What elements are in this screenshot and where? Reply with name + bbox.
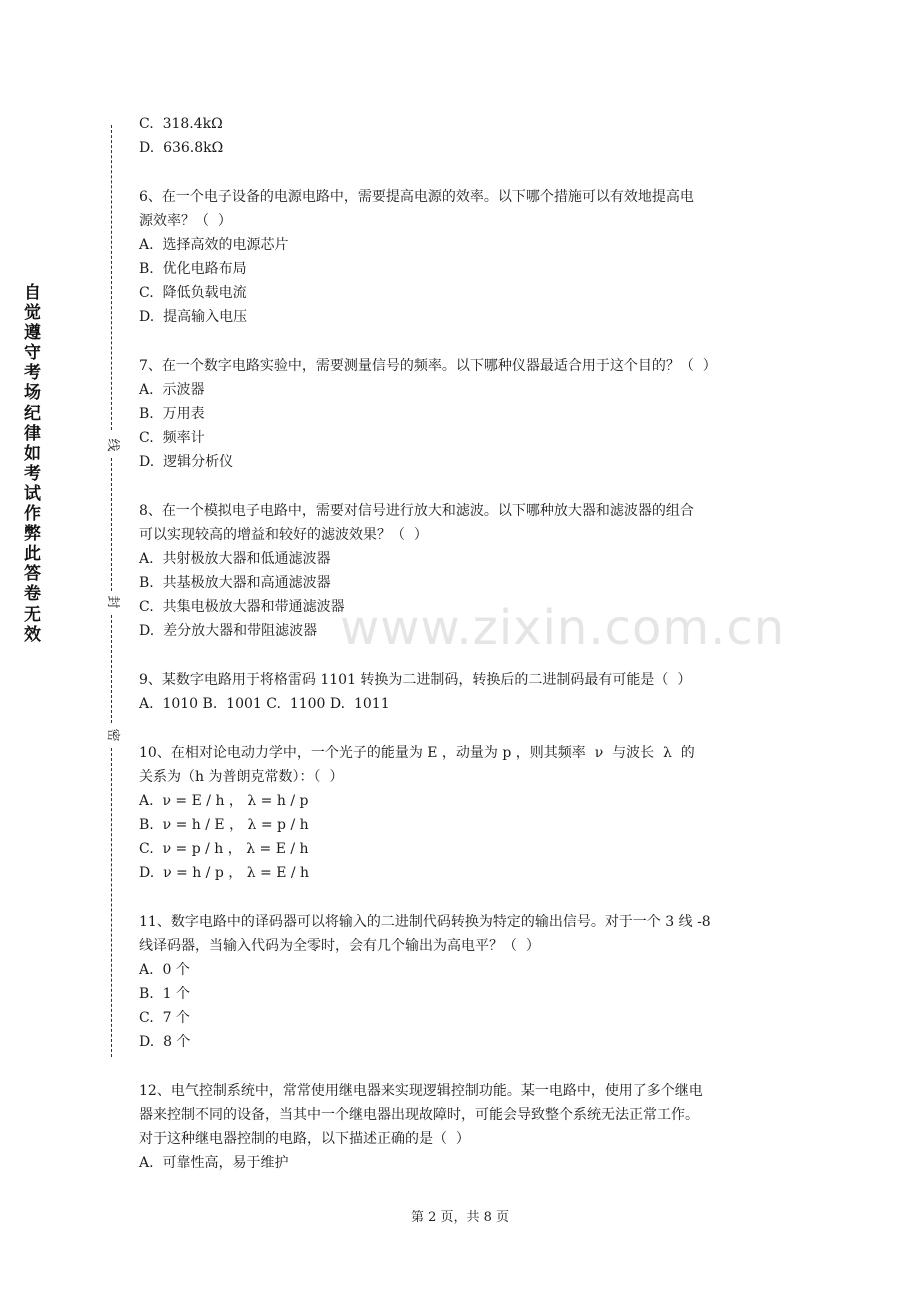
answer-option: C. 7 个 xyxy=(139,1010,190,1026)
answer-option: C. 频率计 xyxy=(139,430,205,446)
question-stem: 10、在相对论电动力学中，一个光子的能量为 E ，动量为 p ，则其频率 ν 与波长 λ 的 xyxy=(139,745,695,761)
answer-option: C. 降低负载电流 xyxy=(139,285,247,301)
answer-option: D. 提高输入电压 xyxy=(139,309,248,325)
question-stem: 7、在一个数字电路实验中，需要测量信号的频率。以下哪种仪器最适合用于这个目的？（ ） xyxy=(139,358,717,374)
answer-option: A. 0 个 xyxy=(139,962,190,978)
binding-dash xyxy=(111,615,112,723)
question-block xyxy=(139,112,794,160)
question-stem: 9、某数字电路用于将格雷码 1101 转换为二进制码，转换后的二进制码最有可能是（ ） xyxy=(139,672,692,688)
answer-option: B. ν = h / E ， λ = p / h xyxy=(139,817,309,833)
question-block xyxy=(139,185,794,329)
question-stem: 关系为（h 为普朗克常数）：（ ） xyxy=(139,769,344,785)
binding-dash xyxy=(111,125,112,430)
question-block xyxy=(139,1079,794,1175)
question-block xyxy=(139,668,794,716)
answer-option: C. 318.4kΩ xyxy=(139,116,223,132)
watermark: www.zixin.com.cn xyxy=(340,600,786,656)
answer-option: D. 差分放大器和带阻滤波器 xyxy=(139,623,318,639)
question-stem: 可以实现较高的增益和较好的滤波效果？（ ） xyxy=(139,527,428,543)
answer-option: D. 逻辑分析仪 xyxy=(139,454,234,470)
answer-option: B. 万用表 xyxy=(139,406,205,422)
answer-option: A. 共射极放大器和低通滤波器 xyxy=(139,551,331,567)
answer-option: D. ν = h / p ， λ = E / h xyxy=(139,865,310,881)
answer-option: C. ν = p / h ， λ = E / h xyxy=(139,841,309,857)
question-block xyxy=(139,741,794,885)
question-stem: 12、电气控制系统中，常常使用继电器来实现逻辑控制功能。某一电路中，使用了多个继电 xyxy=(139,1083,703,1099)
answer-option: D. 636.8kΩ xyxy=(139,140,224,156)
question-stem: 11、数字电路中的译码器可以将输入的二进制代码转换为特定的输出信号。对于一个 3 线 -8 xyxy=(139,914,711,930)
answer-option: D. 8 个 xyxy=(139,1034,191,1050)
binding-dash xyxy=(111,748,112,1057)
answer-option: B. 共基极放大器和高通滤波器 xyxy=(139,575,331,591)
question-block xyxy=(139,354,794,474)
answer-option: A. 选择高效的电源芯片 xyxy=(139,237,289,253)
question-stem: 8、在一个模拟电子电路中，需要对信号进行放大和滤波。以下哪种放大器和滤波器的组合 xyxy=(139,503,694,519)
exam-discipline-notice: 自觉遵守考场纪律如考试作弊此答卷无效 xyxy=(24,283,41,645)
binding-label-mi: 密 xyxy=(105,728,120,742)
question-block xyxy=(139,910,794,1054)
binding-label-feng: 封 xyxy=(105,595,120,609)
answer-option: A. ν = E / h ， λ = h / p xyxy=(139,793,309,809)
binding-line xyxy=(105,125,120,1057)
page-footer: 第 2 页，共 8 页 xyxy=(410,1210,510,1225)
answer-option: C. 共集电极放大器和带通滤波器 xyxy=(139,599,345,615)
question-stem: 器来控制不同的设备，当其中一个继电器出现故障时，可能会导致整个系统无法正常工作。 xyxy=(139,1107,699,1123)
binding-dash xyxy=(111,458,112,591)
answer-option: A. 可靠性高，易于维护 xyxy=(139,1155,289,1171)
question-stem: 源效率？（ ） xyxy=(139,213,232,229)
binding-label-xian: 线 xyxy=(105,438,120,452)
question-stem: 线译码器，当输入代码为全零时，会有几个输出为高电平？（ ） xyxy=(139,938,540,954)
question-stem: 对于这种继电器控制的电路，以下描述正确的是（ ） xyxy=(139,1131,470,1147)
answer-option: A. 示波器 xyxy=(139,382,205,398)
answer-option: B. 1 个 xyxy=(139,986,190,1002)
question-stem: 6、在一个电子设备的电源电路中，需要提高电源的效率。以下哪个措施可以有效地提高电 xyxy=(139,189,694,205)
answer-option: B. 优化电路布局 xyxy=(139,261,247,277)
answer-option: A. 1010 B. 1001 C. 1100 D. 1011 xyxy=(139,696,390,712)
